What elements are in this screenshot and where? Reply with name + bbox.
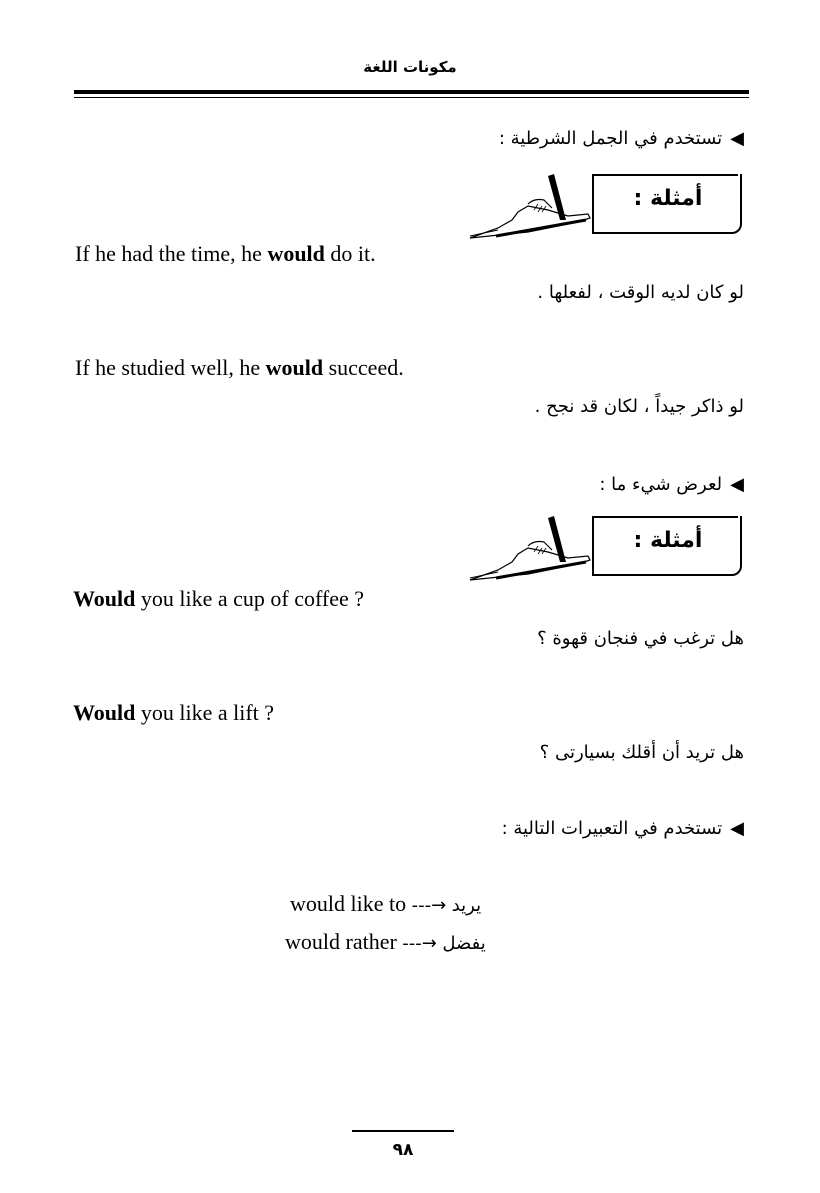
example-en: If he studied well, he would succeed. bbox=[75, 355, 404, 380]
phrase-ar: يريد bbox=[451, 895, 482, 916]
phrase-line bbox=[285, 929, 486, 955]
example-ar: هل ترغب في فنجان قهوة ؟ bbox=[537, 628, 744, 649]
example-ar: لو كان لديه الوقت ، لفعلها . bbox=[537, 282, 744, 303]
triangle-bullet-icon: ◀ bbox=[730, 818, 744, 839]
phrase-en: would like to bbox=[290, 891, 407, 916]
section-heading-expressions bbox=[502, 818, 744, 839]
examples-label: أمثلة : bbox=[633, 528, 703, 553]
header-rule-thin bbox=[74, 97, 749, 98]
pointing-hand-icon bbox=[468, 170, 598, 242]
header-rule-thick bbox=[74, 90, 749, 94]
section-heading-text: تستخدم في الجمل الشرطية : bbox=[498, 128, 723, 149]
section-heading-text: لعرض شيء ما : bbox=[599, 474, 723, 495]
section-heading-text: تستخدم في التعبيرات التالية : bbox=[501, 818, 723, 839]
example-ar: هل تريد أن أقلك بسيارتى ؟ bbox=[539, 742, 744, 763]
example-en: Would you like a lift ? bbox=[73, 700, 275, 725]
arrow-icon: ---→ bbox=[402, 933, 437, 954]
page-number: ٩٨ bbox=[392, 1140, 414, 1160]
examples-label: أمثلة : bbox=[633, 186, 703, 211]
example-ar: لو ذاكر جيداً ، لكان قد نجح . bbox=[534, 396, 744, 417]
example-en: Would you like a cup of coffee ? bbox=[73, 586, 365, 611]
running-header: مكونات اللغة bbox=[363, 58, 457, 76]
pointing-hand-icon bbox=[468, 512, 598, 584]
triangle-bullet-icon: ◀ bbox=[730, 474, 744, 495]
phrase-en: would rather bbox=[285, 929, 397, 954]
section-heading-offer bbox=[599, 474, 744, 495]
footer-rule bbox=[352, 1130, 454, 1132]
section-heading-conditional bbox=[499, 128, 744, 149]
phrase-line bbox=[290, 891, 481, 917]
arrow-icon: ---→ bbox=[411, 895, 447, 916]
examples-box bbox=[468, 170, 740, 240]
example-en: If he had the time, he would do it. bbox=[75, 241, 376, 266]
phrase-ar: يفضل bbox=[442, 933, 486, 954]
examples-box bbox=[468, 512, 740, 582]
triangle-bullet-icon: ◀ bbox=[730, 128, 744, 149]
